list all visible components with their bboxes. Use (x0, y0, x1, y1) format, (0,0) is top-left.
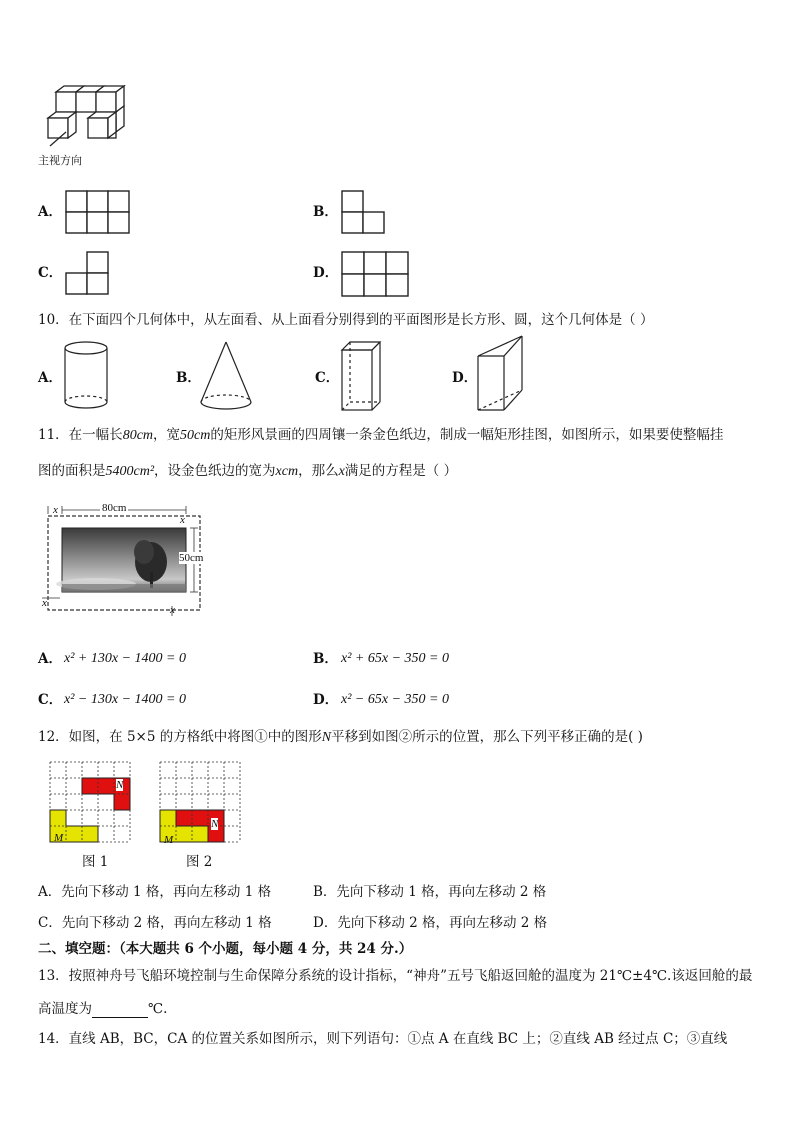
rectangular-prism-figure (338, 340, 384, 414)
fig1-n-label: N (116, 779, 124, 791)
q12-question: 12．如图，在 5×5 的方格纸中将图①中的图形N平移到如图②所示的位置，那么下列平移正确的是( ) (38, 729, 643, 745)
q11-option-a-label[interactable]: A． (38, 651, 62, 667)
cone-figure (198, 340, 254, 414)
q11-option-d-eq: x² − 65x − 350 = 0 (341, 692, 449, 707)
fig1-caption: 图 1 (82, 854, 109, 870)
q11-option-c-label[interactable]: C． (38, 692, 63, 708)
q13-line2: 高温度为 ℃. (38, 1001, 168, 1017)
fig2-caption: 图 2 (186, 854, 213, 870)
fig2-n-label: N (211, 818, 219, 830)
q11-line2: 图的面积是5400cm²，设金色纸边的宽为xcm，那么x满足的方程是（ ） (38, 463, 458, 479)
q9-option-a-figure (65, 190, 131, 234)
figure-width-label: 80cm (102, 502, 127, 514)
q11-line1: 11．在一幅长80cm，宽50cm的矩形风景画的四周镶一条金色纸边，制成一幅矩形挂图，如图所示，如果要使整幅挂 (38, 427, 724, 443)
section-2-heading: 二、填空题：（本大题共 6 个小题，每小题 4 分，共 24 分.） (38, 941, 413, 957)
fig1-m-label: M (54, 832, 64, 844)
figure-height-label: 50cm (179, 552, 204, 564)
q10-option-b-label[interactable]: B． (176, 370, 201, 386)
framed-painting-figure (36, 502, 212, 616)
q9-option-d-label[interactable]: D． (313, 265, 339, 281)
fig2-m-label: M (164, 834, 174, 846)
q11-option-a-eq: x² + 130x − 1400 = 0 (64, 651, 186, 666)
q9-option-b-label[interactable]: B． (313, 204, 338, 220)
q12-option-a[interactable]: A．先向下移动 1 格，再向左移动 1 格 (38, 884, 272, 900)
cube-stack-figure (40, 84, 140, 146)
q14-line1: 14．直线 AB，BC，CA 的位置关系如图所示，则下列语句：①点 A 在直线 BC 上；②直线 AB 经过点 C；③直线 (38, 1031, 728, 1047)
q9-option-b-figure (341, 190, 387, 234)
q10-option-c-label[interactable]: C． (315, 370, 340, 386)
q9-option-c-label[interactable]: C． (38, 265, 63, 281)
q10-option-d-label[interactable]: D． (452, 370, 478, 386)
q11-option-d-label[interactable]: D． (313, 692, 339, 708)
q9-option-d-figure (341, 251, 409, 297)
view-direction-caption: 主视方向 (38, 154, 82, 167)
q10-question: 10．在下面四个几何体中，从左面看、从上面看分别得到的平面图形是长方形、圆，这个几何体是（ ） (38, 312, 654, 328)
triangular-prism-figure (474, 334, 532, 414)
q13-answer-blank[interactable] (92, 1003, 148, 1018)
q9-option-a-label[interactable]: A． (38, 204, 62, 220)
q12-option-b[interactable]: B．先向下移动 1 格，再向左移动 2 格 (313, 884, 547, 900)
figure-x-bottom-left: x (42, 597, 47, 609)
figure-x-top-left: x (53, 504, 58, 516)
figure-x-top-right: x (180, 514, 185, 526)
q11-option-b-eq: x² + 65x − 350 = 0 (341, 651, 449, 666)
q12-option-d[interactable]: D．先向下移动 2 格，再向左移动 2 格 (313, 915, 548, 931)
q13-line1: 13．按照神舟号飞船环境控制与生命保障分系统的设计指标，“神舟”五号飞船返回舱的温度为 21℃±4℃.该返回舱的最 (38, 968, 753, 984)
figure-x-bottom-right: x (170, 604, 175, 616)
q9-option-c-figure (65, 251, 111, 295)
q10-option-a-label[interactable]: A． (38, 370, 62, 386)
q11-option-c-eq: x² − 130x − 1400 = 0 (64, 692, 186, 707)
q11-option-b-label[interactable]: B． (313, 651, 338, 667)
cylinder-figure (62, 340, 110, 412)
q12-option-c[interactable]: C．先向下移动 2 格，再向左移动 1 格 (38, 915, 272, 931)
